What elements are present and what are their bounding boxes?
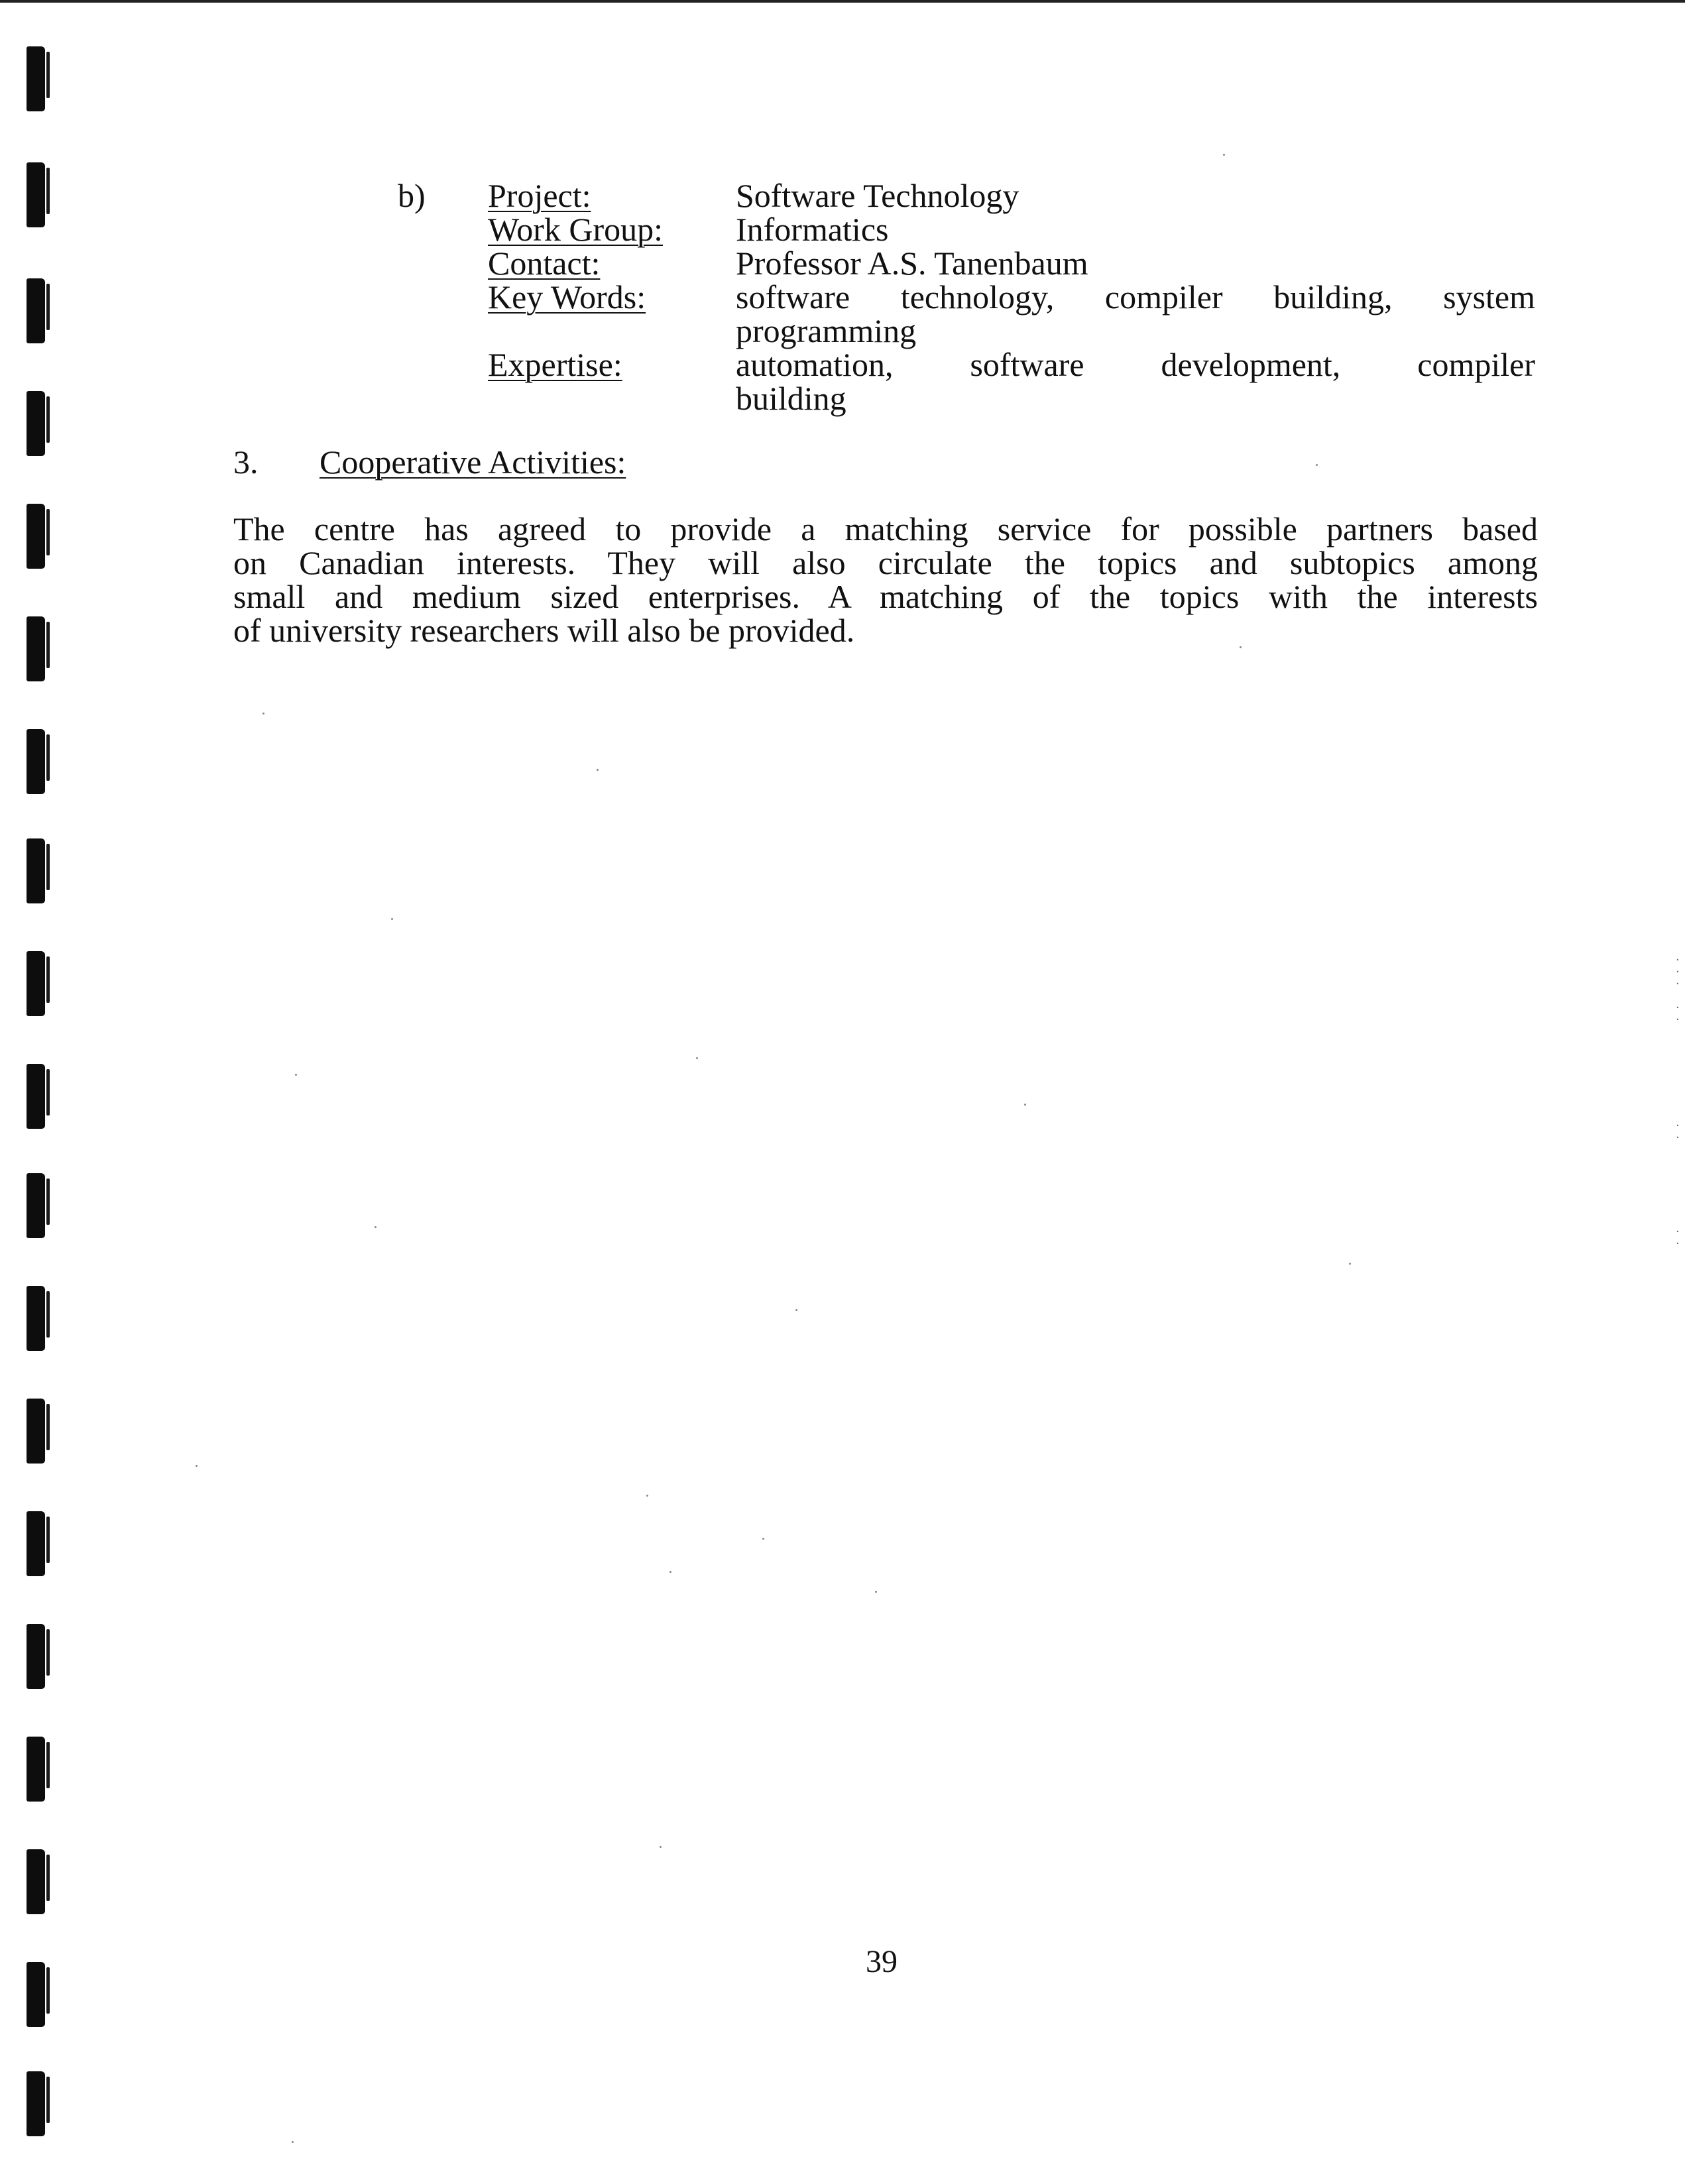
- work-group-label: Work Group:: [488, 211, 663, 248]
- scan-speck: [262, 713, 264, 715]
- section-title: Cooperative Activities:: [320, 443, 626, 481]
- entry-row-project: [488, 179, 1544, 213]
- paragraph-line: of university researchers will also be provided.: [233, 612, 855, 649]
- binding-hole: [27, 46, 45, 111]
- binding-hole: [27, 1737, 45, 1802]
- top-scan-edge: [0, 0, 1685, 3]
- expertise-value: [736, 348, 1535, 416]
- entry-row-contact: [488, 247, 1544, 280]
- right-edge-marks: · ·: [1676, 1119, 1680, 1145]
- entry-row-key-words: [488, 280, 1544, 348]
- body-paragraph: [233, 512, 1538, 648]
- work-group-value: Informatics: [736, 211, 889, 248]
- scan-speck: [1240, 646, 1242, 648]
- binding-hole: [27, 1399, 45, 1464]
- scan-speck: [660, 1846, 662, 1848]
- scan-speck: [196, 1465, 198, 1467]
- page-number: 39: [866, 1944, 898, 1979]
- section-number: 3.: [233, 443, 259, 481]
- binding-hole: [27, 1511, 45, 1576]
- binding-hole: [27, 278, 45, 343]
- scan-speck: [1349, 1263, 1351, 1265]
- entry-marker: b): [398, 177, 426, 214]
- binding-hole: [27, 1624, 45, 1689]
- key-words-value: [736, 280, 1535, 348]
- binding-hole: [27, 1962, 45, 2027]
- paragraph-line: on Canadian interests. They will also circulate the topics and subtopics among: [233, 544, 1538, 581]
- binding-hole: [27, 2071, 45, 2136]
- contact-value: Professor A.S. Tanenbaum: [736, 245, 1088, 282]
- scan-speck: [795, 1309, 797, 1311]
- binding-hole: [27, 162, 45, 227]
- binding-hole: [27, 729, 45, 794]
- binding-hole: [27, 504, 45, 569]
- entry-row-expertise: [488, 348, 1544, 416]
- entry-row-work-group: [488, 213, 1544, 247]
- scan-speck: [646, 1495, 648, 1497]
- project-value: Software Technology: [736, 177, 1019, 214]
- key-words-line: software technology, compiler building, system: [736, 278, 1535, 316]
- scan-speck: [875, 1591, 877, 1593]
- section-heading: [233, 445, 626, 479]
- project-label: Project:: [488, 177, 591, 214]
- scan-speck: [1223, 154, 1225, 156]
- binding-hole: [27, 1286, 45, 1351]
- right-edge-marks: · ·: [1676, 1225, 1680, 1251]
- paragraph-line: small and medium sized enterprises. A matching of the topics with the interests: [233, 578, 1538, 615]
- expertise-line: building: [736, 380, 846, 417]
- binding-hole: [27, 838, 45, 903]
- expertise-line: automation, software development, compiler: [736, 346, 1535, 383]
- scan-speck: [669, 1571, 671, 1573]
- right-edge-marks: · · · · ·: [1676, 953, 1680, 1027]
- key-words-label: Key Words:: [488, 278, 646, 316]
- key-words-line: programming: [736, 312, 917, 349]
- scan-speck: [696, 1057, 698, 1059]
- binding-hole: [27, 1064, 45, 1129]
- scan-speck: [762, 1538, 764, 1540]
- paragraph-line: The centre has agreed to provide a matching service for possible partners based: [233, 510, 1538, 547]
- scan-speck: [295, 1074, 297, 1076]
- binding-holes: [0, 0, 73, 2184]
- scan-speck: [1316, 464, 1318, 466]
- scan-speck: [391, 918, 393, 920]
- binding-hole: [27, 1173, 45, 1238]
- project-entry: [398, 179, 1544, 416]
- scan-speck: [1024, 1104, 1026, 1106]
- binding-hole: [27, 951, 45, 1016]
- expertise-label: Expertise:: [488, 346, 622, 383]
- binding-hole: [27, 1849, 45, 1914]
- scan-speck: [597, 769, 599, 771]
- scan-speck: [375, 1226, 377, 1228]
- contact-label: Contact:: [488, 245, 601, 282]
- binding-hole: [27, 616, 45, 681]
- binding-hole: [27, 391, 45, 456]
- scan-speck: [292, 2141, 294, 2143]
